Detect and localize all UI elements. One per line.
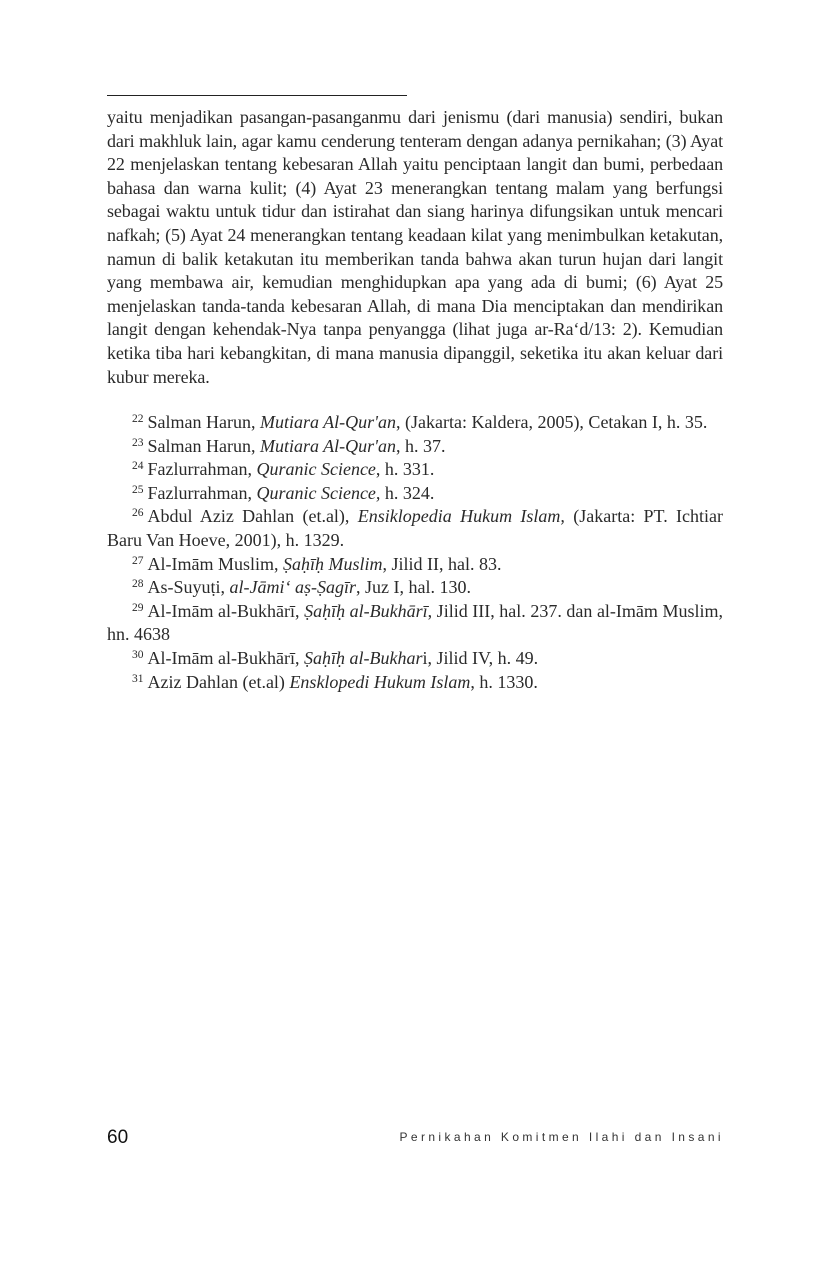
footnote-number: 30: [132, 648, 144, 661]
footnote-author: Al-Imām Muslim,: [147, 553, 283, 574]
footnote-details: i, Jilid IV, h. 49.: [422, 647, 539, 668]
footnote-details: , Jilid III, hal. 237. dan al-Imām Muslim, hn. 4638: [107, 600, 723, 645]
footnote-separator-rule: [107, 95, 407, 96]
footnote-28: [107, 576, 723, 600]
footnote-details: , Jilid II, hal. 83.: [382, 553, 502, 574]
footnote-title: al-Jāmi‘ aṣ-Ṣagīr: [229, 577, 356, 598]
running-footer-title: Pernikahan Komitmen Ilahi dan Insani: [399, 1130, 724, 1144]
footnote-31: [107, 671, 723, 695]
footnote-list: [107, 411, 723, 694]
footnote-title: Ensiklopedia Hukum Islam,: [357, 506, 565, 527]
footnote-author: Salman Harun,: [147, 412, 260, 432]
footnote-number: 24: [132, 460, 144, 473]
footnote-title: Quranic Science: [256, 459, 376, 480]
footnote-30: [107, 647, 723, 671]
footnote-25: [107, 482, 723, 506]
footnote-22: [107, 411, 723, 435]
footnote-number: 22: [132, 413, 144, 425]
footnote-title: Quranic Science,: [256, 482, 381, 503]
footnote-author: Al-Imām al-Bukhārī,: [147, 600, 305, 621]
footnote-details: (Jakarta: PT. Ichtiar Baru Van Hoeve, 2001), h. 1329.: [107, 506, 724, 550]
footnote-title: Mutiara Al-Qur'an: [259, 435, 397, 456]
footnote-author: Fazlurrahman,: [147, 459, 257, 480]
page-number: 60: [107, 1127, 129, 1148]
footnote-author: Abdul Aziz Dahlan (et.al),: [147, 506, 358, 527]
footnote-number: 25: [132, 483, 144, 496]
footnote-author: Al-Imām al-Bukhārī,: [147, 647, 304, 668]
footnote-24: [107, 458, 723, 482]
footnote-number: 31: [132, 672, 144, 685]
footnote-continuation-text: yaitu menjadikan pasangan-pasanganmu dari jenismu (dari manusia) sendiri, bukan dari makhluk lain, agar kamu cenderung tenteram dengan adanya pernikahan; (3) Ayat 22 menjelaskan tentang kebesaran Allah yaitu penciptaan langit dan bumi, perbedaan bahasa dan warna kulit; (4) Ayat 23 menerangkan tentang malam yang berfungsi sebagai waktu untuk tidur dan istirahat dan siang harinya difungsikan untuk mencari nafkah; (5) Ayat 24 menerangkan tentang keadaan kilat yang menimbulkan ketakutan, namun di balik ketakutan itu memberikan tanda bahwa akan turun hujan dari langit yang membawa air, kemudian menghidupkan apa yang ada di bumi; (6) Ayat 25 menjelaskan tanda-tanda kebesaran Allah, di mana Dia menciptakan dan mendirikan langit dengan kehendak-Nya tanpa penyangga (lihat juga ar-Ra‘d/13: 2). Kemudian ketika tiba hari kebangkitan, di mana manusia dipanggil, seketika itu akan keluar dari kubur mereka.: [107, 107, 723, 387]
footnote-number: 28: [132, 578, 144, 591]
footnote-author: As-Suyuṭi,: [147, 577, 230, 598]
footnote-number: 23: [132, 436, 144, 449]
footnote-details: , h. 37.: [396, 435, 446, 456]
footnote-author: Aziz Dahlan (et.al): [147, 671, 290, 692]
footnote-number: 26: [132, 507, 144, 520]
footnote-details: , h. 1330.: [470, 671, 538, 692]
footnote-number: 29: [132, 601, 144, 614]
footnote-author: Fazlurrahman,: [147, 482, 257, 503]
footnote-author: Salman Harun,: [147, 435, 260, 456]
footnote-title: Ṣaḥīḥ al-Bukhārī: [304, 600, 428, 621]
footnote-title: Mutiara Al-Qur'an: [259, 412, 397, 432]
footnote-details: , (Jakarta: Kaldera, 2005), Cetakan I, h. 35.: [396, 412, 708, 432]
footnote-details: , h. 331.: [375, 459, 435, 480]
footnote-26: [107, 505, 723, 552]
footnote-details: , Juz I, hal. 130.: [356, 577, 471, 598]
footnote-title: Ṣaḥīḥ Muslim: [283, 553, 383, 574]
footnote-23: [107, 435, 723, 459]
footnote-29: [107, 600, 723, 647]
footnote-title: Ensklopedi Hukum Islam: [289, 671, 471, 692]
footnote-27: [107, 553, 723, 577]
footnote-title: Ṣaḥīḥ al-Bukhar: [303, 647, 423, 668]
footnote-details: h. 324.: [380, 482, 435, 503]
footnote-number: 27: [132, 554, 144, 567]
